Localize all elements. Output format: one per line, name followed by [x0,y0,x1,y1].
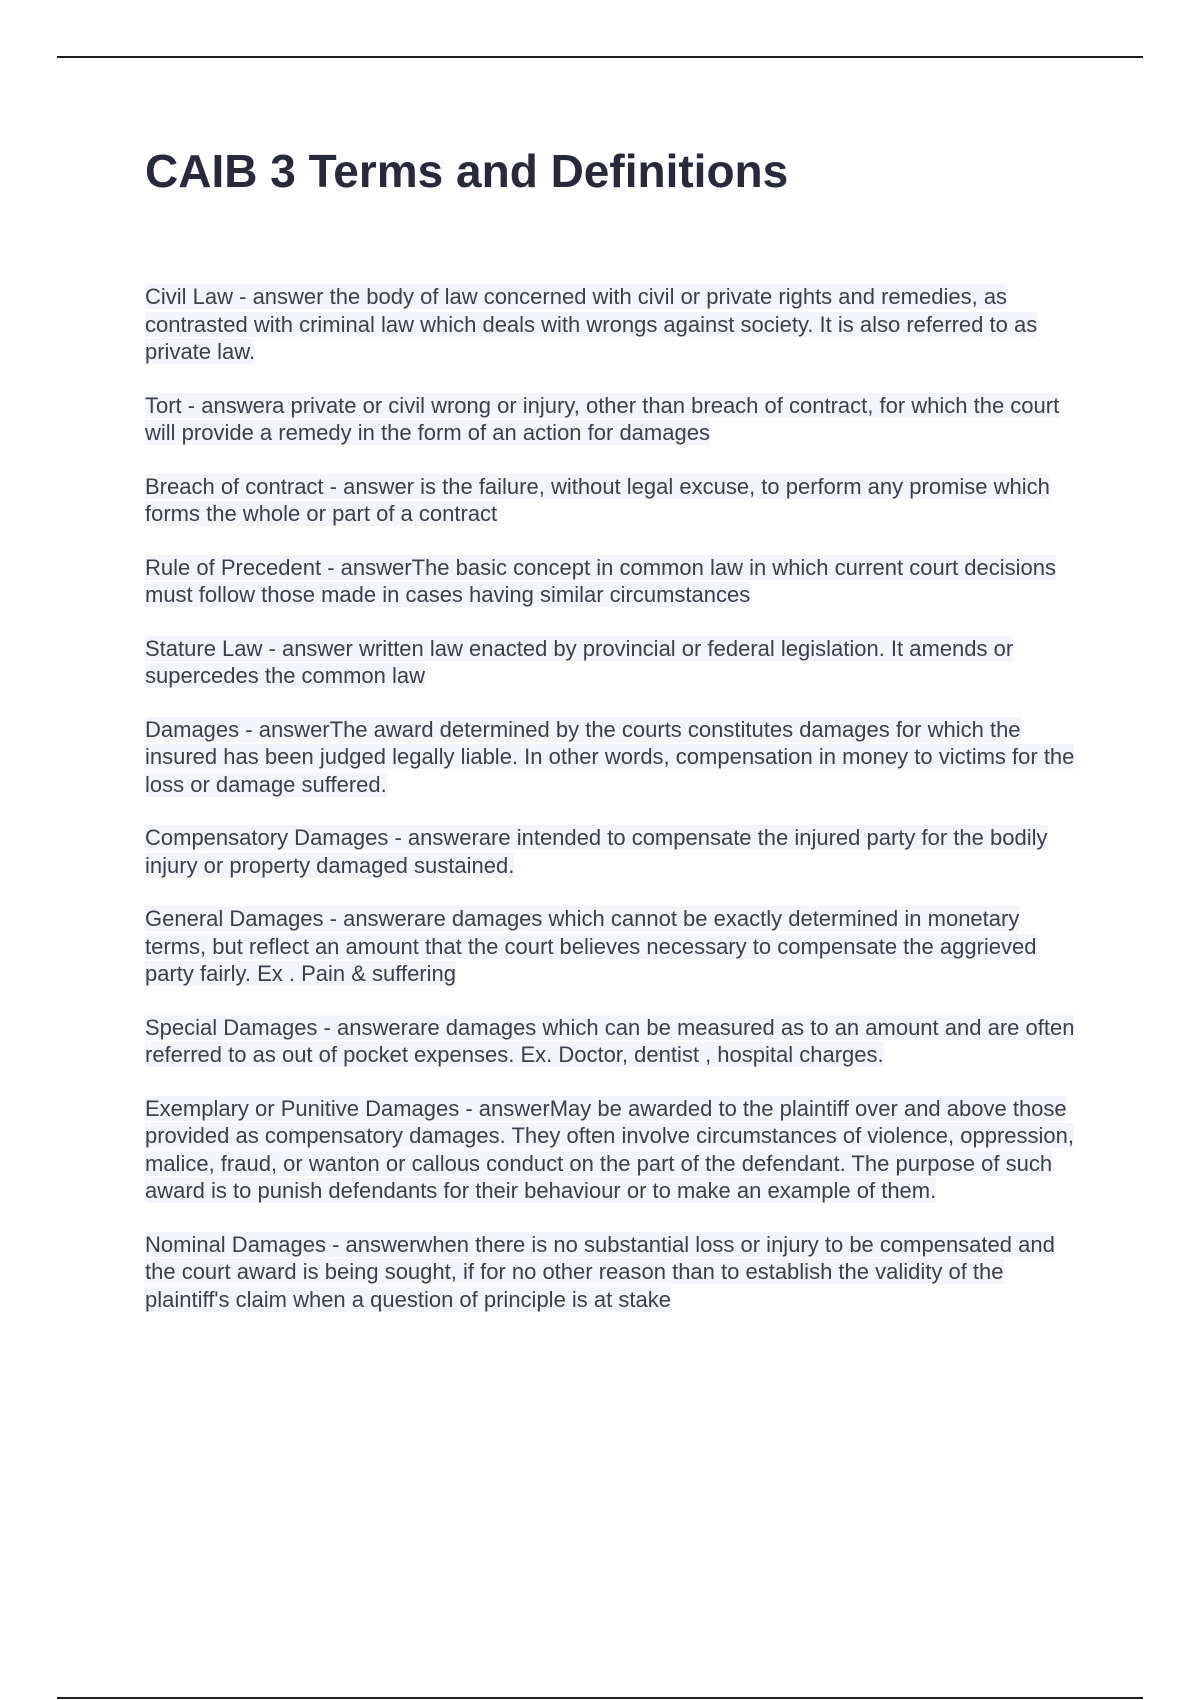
definition-text: Compensatory Damages - answerare intended to compensate the injured party for the bodily injury or property damaged sustained. [145,825,1048,878]
definition-text: Civil Law - answer the body of law concerned with civil or private rights and remedies, as contrasted with criminal law which deals with wrongs against society. It is also referred to as private law. [145,284,1038,364]
top-rule [57,56,1143,58]
definition-entry-general-damages [145,905,1080,988]
definition-entry-civil-law [145,283,1080,366]
definition-entry-rule-of-precedent [145,554,1080,609]
definition-list [145,283,1080,1339]
bottom-rule [57,1697,1143,1699]
definition-text: Damages - answerThe award determined by the courts constitutes damages for which the insured has been judged legally liable. In other words, compensation in money to victims for the loss or damage suffered. [145,716,1075,797]
definition-text: Special Damages - answerare damages which can be measured as to an amount and are often referred to as out of pocket expenses. Ex. Doctor, dentist , hospital charges. [145,1014,1075,1067]
definition-entry-breach-of-contract [145,473,1080,528]
definition-text: Exemplary or Punitive Damages - answerMay be awarded to the plaintiff over and above those provided as compensatory damages. They often involve circumstances of violence, oppression, malice, fraud, or wanton or callous conduct on the part of the defendant. The purpose of such award is to punish defendants for their behaviour or to make an example of them. [145,1095,1074,1203]
definition-text: Stature Law - answer written law enacted by provincial or federal legislation. It amends or supercedes the common law [145,635,1014,688]
definition-entry-stature-law [145,635,1080,690]
definition-entry-special-damages [145,1014,1080,1069]
definition-text: Breach of contract - answer is the failure, without legal excuse, to perform any promise which forms the whole or part of a contract [145,473,1050,526]
definition-text: Rule of Precedent - answerThe basic concept in common law in which current court decisions must follow those made in cases having similar circumstances [145,554,1056,607]
page-title: CAIB 3 Terms and Definitions [145,145,789,197]
definition-entry-compensatory-damages [145,824,1080,879]
definition-entry-tort [145,392,1080,447]
definition-text: Tort - answera private or civil wrong or injury, other than breach of contract, for which the court will provide a remedy in the form of an action for damages [145,392,1060,445]
definition-text: General Damages - answerare damages which cannot be exactly determined in monetary terms, but reflect an amount that the court believes necessary to compensate the aggrieved party fairly. Ex . Pain & suffering [145,906,1037,986]
definition-text: Nominal Damages - answerwhen there is no substantial loss or injury to be compensated and the court award is being sought, if for no other reason than to establish the validity of the plaintiff's claim when a question of principle is at stake [145,1231,1055,1312]
definition-entry-damages [145,716,1080,799]
definition-entry-punitive-damages [145,1095,1080,1205]
definition-entry-nominal-damages [145,1231,1080,1314]
